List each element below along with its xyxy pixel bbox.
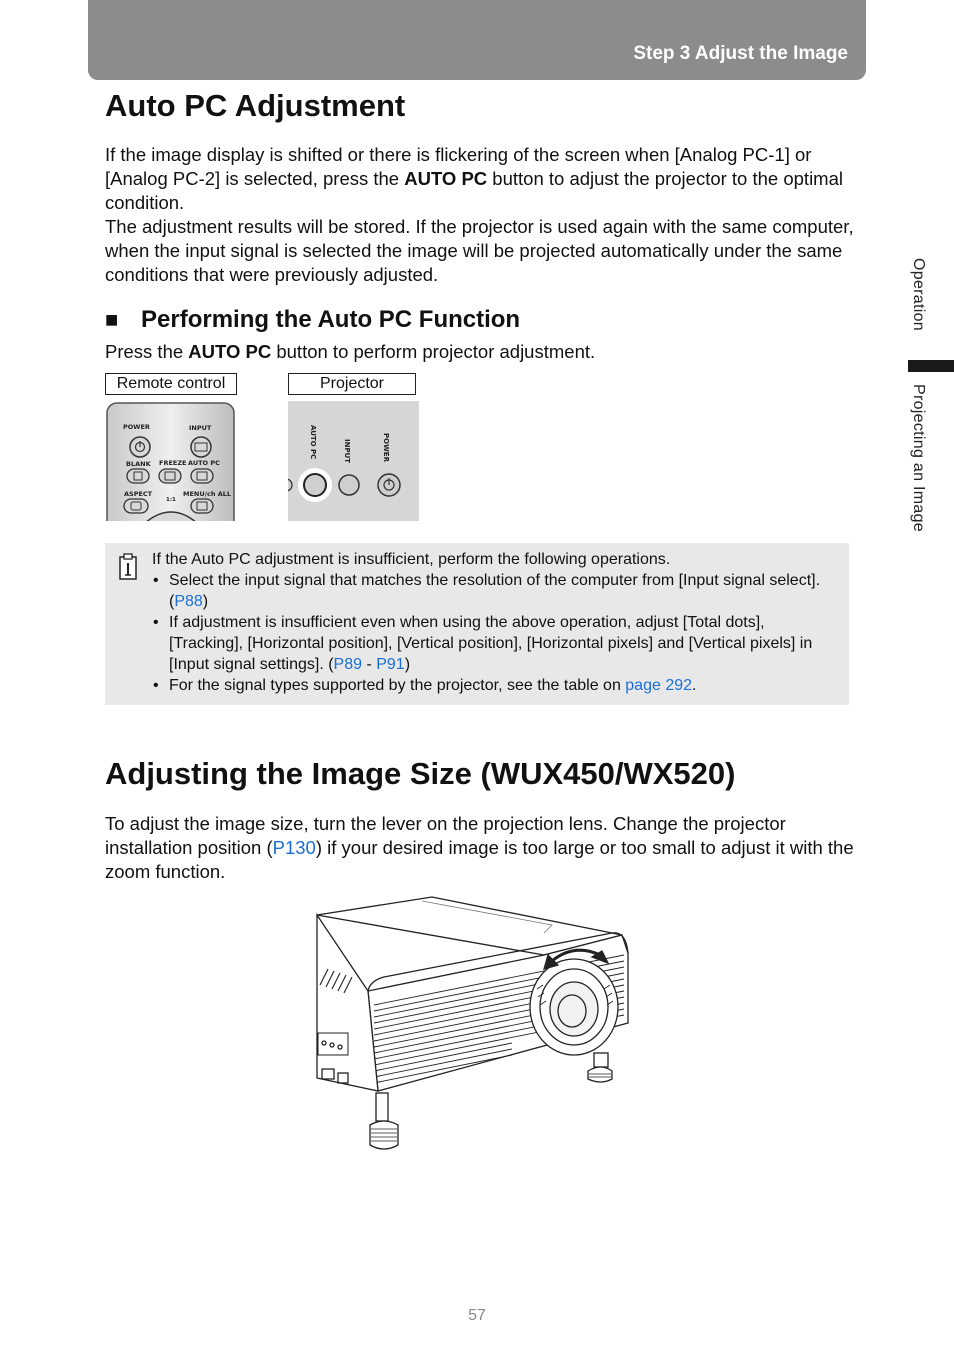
note-item-input-signal: • Select the input signal that matches the resolution of the computer from [Input signal select]. (P88)	[152, 570, 842, 612]
auto-pc-title: Auto PC Adjustment	[105, 88, 406, 123]
panel-input-button[interactable]	[339, 475, 359, 495]
remote-label-power: POWER	[123, 423, 150, 431]
remote-control-label: Remote control	[105, 373, 237, 395]
image-size-title: Adjusting the Image Size (WUX450/WX520)	[105, 756, 736, 791]
projector-zoom-illustration	[312, 893, 634, 1155]
side-chapter-label: Projecting an Image	[910, 384, 927, 533]
remote-auto-pc-button[interactable]	[191, 469, 213, 483]
remote-control-image	[105, 401, 236, 521]
note-content	[152, 549, 842, 696]
note-item-adjust-settings: • If adjustment is insufficient even when using the above operation, adjust [Total dots], [Tracking], [Horizontal position], [Vertical position], [Horizontal pixels] and [Vertical pixels] in [Input signal settings]. (P89 - P91)	[152, 612, 842, 675]
intro-text-post: button to adjust the projector to the optimal condition.	[105, 168, 843, 213]
remote-aspect-button[interactable]	[124, 499, 148, 513]
intro-text-pre: If the image display is shifted or there is flickering of the screen when [Analog PC-1] or [Analog PC-2] is selected, press the	[105, 144, 812, 189]
page-number: 57	[468, 1307, 486, 1324]
note-box	[105, 543, 849, 705]
link-p89[interactable]: P89	[333, 656, 362, 673]
remote-label-auto-pc: AUTO PC	[188, 459, 220, 467]
remote-input-button[interactable]	[191, 437, 211, 457]
link-p88[interactable]: P88	[174, 593, 203, 610]
auto-pc-intro	[105, 143, 855, 287]
panel-label-input: INPUT	[343, 439, 351, 464]
remote-freeze-button[interactable]	[159, 469, 181, 483]
projector-panel-image	[288, 401, 419, 521]
intro-text-2: The adjustment results will be stored. If the projector is used again with the same computer, when the input signal is selected the image will be projected automatically under the same conditions that were previously adjusted.	[105, 216, 854, 285]
link-page-292[interactable]: page 292	[625, 677, 693, 694]
note-list	[152, 570, 842, 696]
image-size-body-post: ) if your desired image is too large or too small to adjust it with the zoom function.	[105, 837, 854, 882]
remote-blank-button[interactable]	[127, 469, 149, 483]
projector-label: Projector	[288, 373, 416, 395]
note-item-signal-types: • For the signal types supported by the projector, see the table on page 292.	[152, 675, 842, 696]
remote-label-freeze: FREEZE	[159, 459, 187, 467]
panel-auto-pc-button[interactable]	[304, 474, 326, 496]
image-size-body	[105, 812, 855, 884]
panel-label-power: POWER	[382, 433, 390, 462]
remote-label-input: INPUT	[189, 424, 212, 432]
sub-heading-text: Performing the Auto PC Function	[141, 306, 521, 333]
remote-menu-button[interactable]	[191, 499, 213, 513]
image-size-body-pre: To adjust the image size, turn the lever on the projection lens. Change the projector installation position (	[105, 813, 786, 858]
remote-label-ratio: 1:1	[166, 497, 176, 503]
press-bold: AUTO PC	[188, 341, 272, 362]
press-instruction	[105, 340, 855, 364]
side-tab-marker	[908, 360, 954, 372]
header-section-title: Step 3 Adjust the Image	[633, 43, 848, 64]
square-bullet-icon: ■	[105, 307, 119, 332]
intro-text-bold: AUTO PC	[404, 168, 488, 189]
remote-label-blank: BLANK	[126, 460, 151, 468]
auto-pc-sub-heading	[105, 306, 520, 334]
memo-icon	[117, 553, 139, 581]
link-p130[interactable]: P130	[272, 837, 316, 858]
note-lead: If the Auto PC adjustment is insufficient, perform the following operations.	[152, 551, 671, 568]
side-section-label: Operation	[910, 258, 927, 331]
remote-label-menu: MENU/ch ALL	[183, 490, 232, 498]
panel-label-auto-pc: AUTO PC	[309, 425, 317, 460]
press-pre: Press the	[105, 341, 189, 362]
link-p91[interactable]: P91	[376, 656, 405, 673]
press-post: button to perform projector adjustment.	[271, 341, 596, 362]
header-bar	[88, 0, 866, 80]
remote-label-aspect: ASPECT	[124, 490, 153, 498]
